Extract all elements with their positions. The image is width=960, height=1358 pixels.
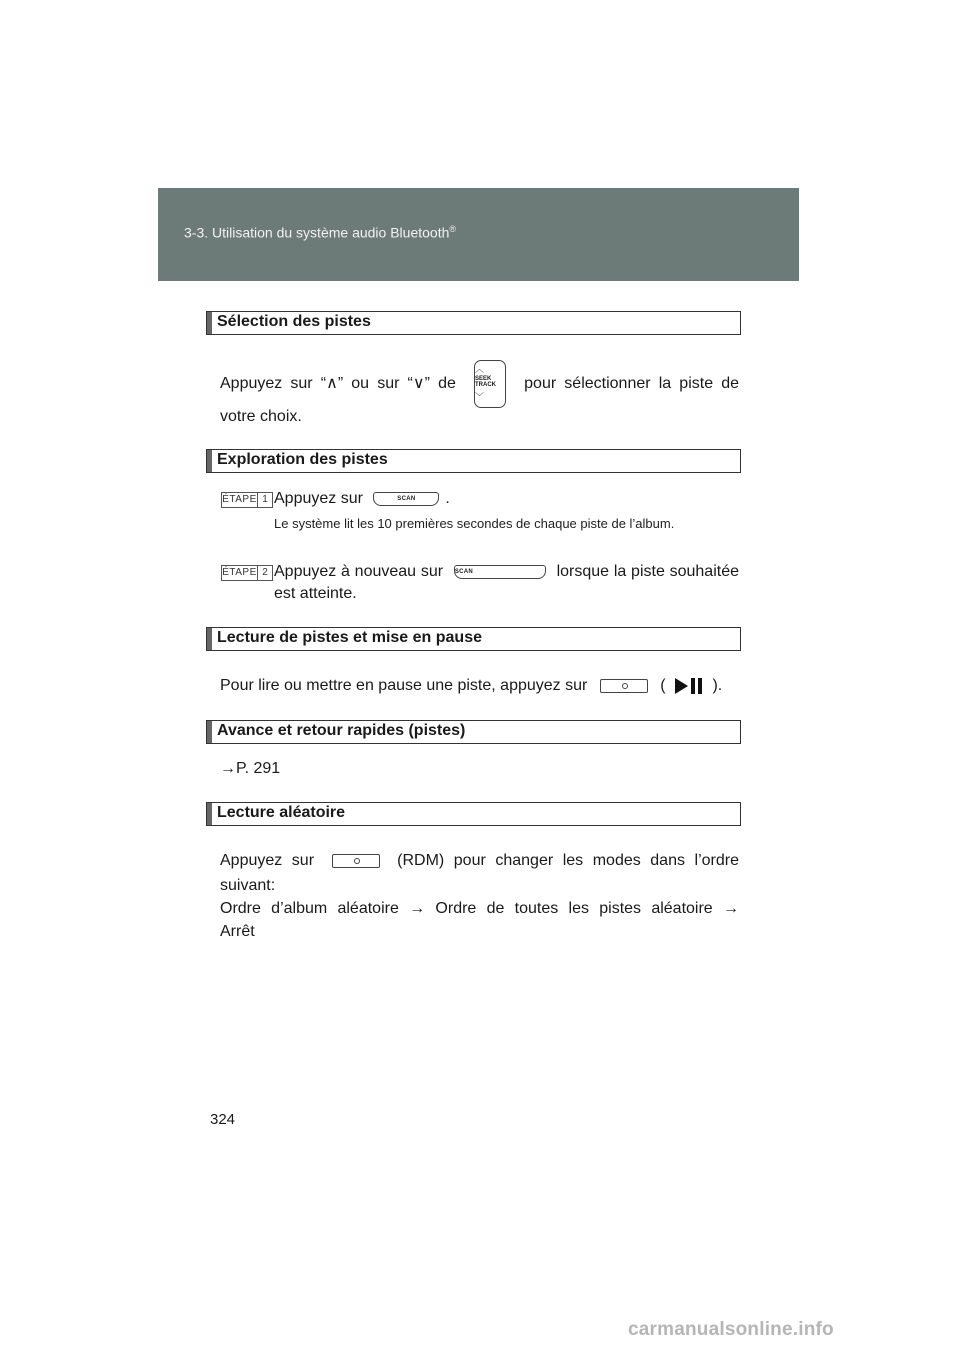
seek-up-arrow: ︿ — [475, 364, 485, 374]
text: Appuyez sur “ — [220, 375, 327, 393]
step-word: ÉTAPE — [222, 494, 257, 505]
random-paragraph-line2 — [220, 874, 739, 898]
text: Le système lit les 10 premières secondes de chaque piste de l’album. — [274, 516, 675, 531]
section-title-text: Avance et retour rapides (pistes) — [217, 722, 466, 739]
text: Arrêt — [220, 923, 255, 940]
step2-text-line2 — [274, 583, 739, 605]
rdm-button-icon — [332, 854, 380, 868]
section-title-text: Exploration des pistes — [217, 451, 388, 468]
text: . — [445, 490, 450, 507]
text: Appuyez sur — [274, 490, 363, 507]
playpause-paragraph — [220, 674, 739, 698]
selection-paragraph-line2 — [220, 405, 739, 429]
play-pause-icon — [674, 677, 704, 695]
scan-label: SCAN — [397, 495, 416, 502]
text: Pour lire ou mettre en pause une piste, appuyez sur — [220, 677, 588, 694]
section-title-text: Sélection des pistes — [217, 313, 371, 330]
up-symbol: ∧ — [326, 375, 338, 393]
random-order-line — [220, 897, 739, 921]
step-number: 1 — [257, 493, 272, 507]
text: ” ou sur “ — [337, 375, 413, 393]
scan-label: SCAN — [454, 568, 474, 575]
arrow-icon: → — [220, 760, 236, 777]
text: est atteinte. — [274, 585, 357, 602]
seek-down-arrow: ﹀ — [475, 392, 485, 402]
fastforward-reference — [220, 757, 739, 781]
text: Ordre d’album aléatoire — [220, 900, 399, 917]
text: lorsque la piste souhaitée — [556, 563, 739, 580]
step1-text — [274, 488, 739, 510]
section-title-random — [206, 802, 741, 826]
step-badge-1 — [221, 492, 273, 508]
trademark-symbol: ® — [449, 224, 457, 234]
arrow-icon: → — [409, 900, 426, 917]
page-number: 324 — [210, 1111, 236, 1128]
step-word: ÉTAPE — [222, 567, 257, 578]
section-title-text: Lecture aléatoire — [217, 804, 346, 821]
arrow-icon: → — [722, 900, 739, 917]
text: Appuyez à nouveau sur — [274, 563, 444, 580]
text: votre choix. — [220, 408, 302, 425]
text: ). — [712, 677, 723, 694]
text: pour sélectionner la piste de — [524, 375, 740, 393]
step1-note — [274, 515, 738, 533]
text: Appuyez sur — [220, 852, 315, 869]
text: ” de — [424, 375, 456, 393]
section-title-selection — [206, 311, 741, 335]
random-paragraph-line1 — [220, 849, 739, 873]
section-title-fastforward — [206, 720, 741, 744]
seek-track-button-icon — [474, 360, 506, 408]
preset-button-icon — [600, 679, 648, 693]
down-symbol: ∨ — [412, 375, 425, 393]
random-order-end — [220, 920, 739, 944]
selection-paragraph — [220, 360, 739, 408]
section-title-playpause — [206, 627, 741, 651]
section-title-exploration — [206, 449, 741, 473]
text: (RDM) pour changer les modes dans l’ordre — [397, 852, 739, 869]
step-number: 2 — [257, 566, 272, 580]
text: ( — [660, 677, 666, 694]
step2-text — [274, 561, 739, 583]
scan-button-icon — [454, 565, 546, 579]
section-title-text: Lecture de pistes et mise en pause — [217, 629, 482, 646]
text: Ordre de toutes les pistes aléatoire — [435, 900, 713, 917]
text: suivant: — [220, 877, 276, 894]
breadcrumb — [184, 224, 456, 241]
step-badge-2 — [221, 565, 273, 581]
seek-track-label: SEEK TRACK — [475, 376, 497, 388]
page-reference-link[interactable]: P. 291 — [236, 760, 281, 777]
watermark: carmanualsonline.info — [628, 1319, 834, 1340]
scan-button-icon — [373, 492, 439, 506]
chapter-header — [158, 188, 799, 281]
breadcrumb-text: 3-3. Utilisation du système audio Bluetooth — [184, 224, 450, 241]
